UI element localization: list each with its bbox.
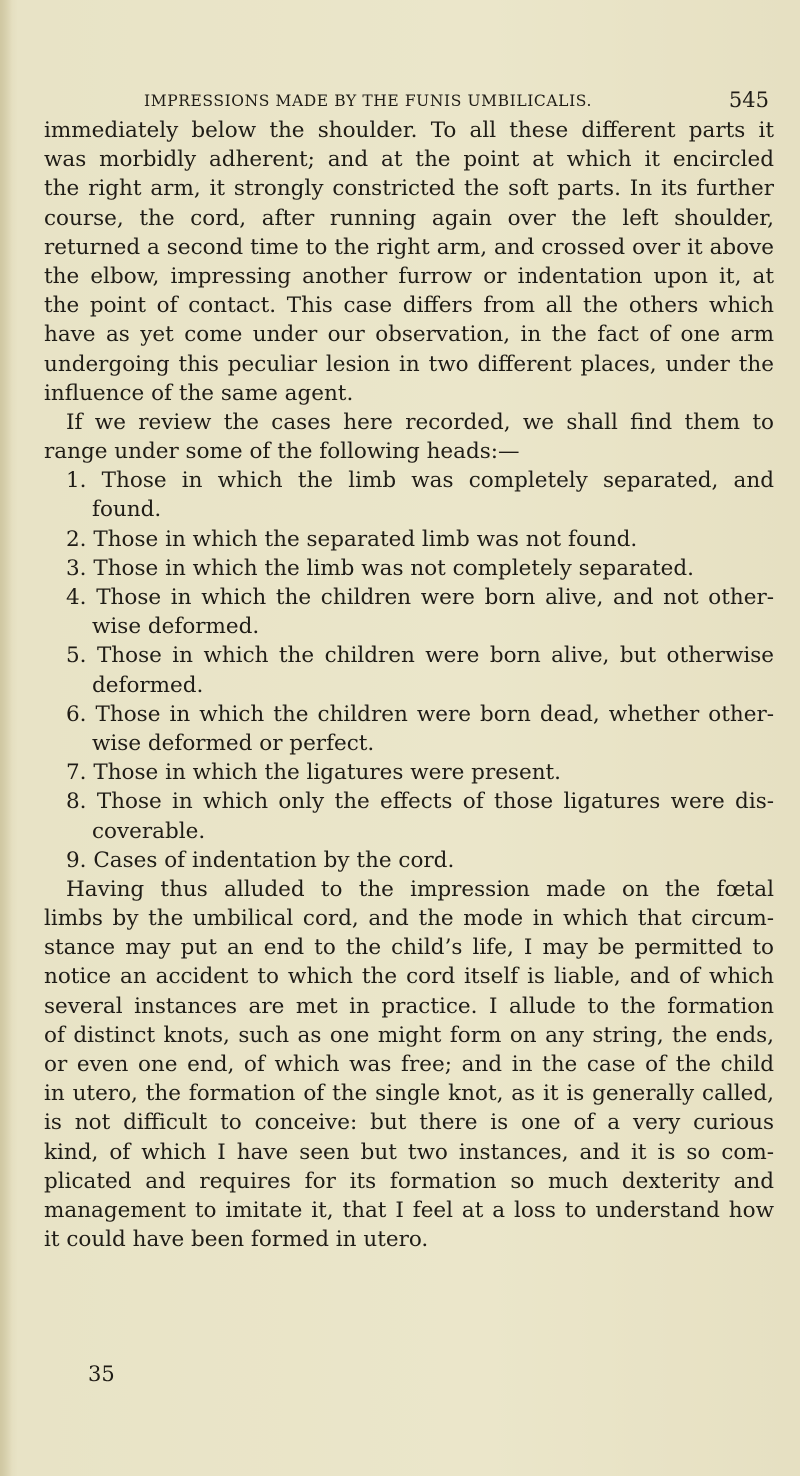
text-line: plicated and requires for its formation so much dexterity and (44, 1168, 774, 1194)
text-line: found. (92, 497, 162, 523)
text-line: management to imitate it, that I feel at a loss to understand how (44, 1197, 774, 1223)
text-line: several instances are met in practice. I allude to the formation (44, 993, 774, 1019)
text-line: stance may put an end to the child’s life, I may be permitted to (44, 935, 774, 961)
text-line: 7. Those in which the ligatures were present. (66, 760, 562, 786)
text-line: 5. Those in which the children were born alive, but otherwise (66, 643, 774, 669)
text-line: coverable. (92, 818, 206, 844)
text-line: If we review the cases here recorded, we shall find them to (66, 409, 774, 435)
text-line: 9. Cases of indentation by the cord. (66, 847, 455, 873)
text-line: was morbidly adherent; and at the point at which it encircled (44, 147, 774, 173)
text-line: limbs by the umbilical cord, and the mode in which that circum- (44, 906, 774, 932)
text-line: influence of the same agent. (44, 380, 354, 406)
text-line: immediately below the shoulder. To all these different parts it (44, 118, 774, 143)
page-number: 545 (728, 88, 769, 112)
text-line: range under some of the following heads:— (44, 439, 520, 465)
text-line: the point of contact. This case differs from all the others which (44, 293, 774, 319)
text-line: Having thus alluded to the impression made on the fœtal (66, 876, 774, 902)
page-header (44, 88, 774, 118)
text-line: 8. Those in which only the effects of those ligatures were dis- (66, 789, 774, 815)
running-head: IMPRESSIONS MADE BY THE FUNIS UMBILICALIS. (144, 92, 592, 110)
text-line: is not difficult to conceive: but there is one of a very curious (44, 1110, 774, 1136)
body-text (44, 116, 774, 1254)
text-line: in utero, the formation of the single knot, as it is generally called, (44, 1081, 774, 1107)
text-line: or even one end, of which was free; and in the case of the child (44, 1052, 774, 1077)
text-line: 4. Those in which the children were born alive, and not other- (66, 585, 774, 610)
text-line: notice an accident to which the cord itself is liable, and of which (44, 964, 774, 990)
text-line: the right arm, it strongly constricted the soft parts. In its further (44, 176, 774, 202)
text-line: wise deformed or perfect. (92, 730, 375, 756)
text-line: 2. Those in which the separated limb was not found. (66, 526, 638, 552)
text-line: it could have been formed in utero. (44, 1227, 429, 1253)
text-line: kind, of which I have seen but two instances, and it is so com- (44, 1139, 774, 1165)
text-line: of distinct knots, such as one might form on any string, the ends, (44, 1022, 774, 1048)
text-line: 1. Those in which the limb was completely separated, and (66, 468, 774, 494)
text-line: have as yet come under our observation, in the fact of one arm (44, 322, 774, 348)
text-line: 3. Those in which the limb was not completely separated. (66, 555, 694, 581)
text-line: returned a second time to the right arm, and crossed over it above (44, 234, 774, 260)
text-line: course, the cord, after running again over the left shoulder, (44, 205, 774, 231)
text-line: undergoing this peculiar lesion in two different places, under the (44, 351, 774, 377)
text-line: 6. Those in which the children were born dead, whether other- (66, 701, 774, 727)
signature-mark: 35 (88, 1362, 115, 1386)
text-line: wise deformed. (92, 614, 260, 640)
text-line: deformed. (92, 672, 204, 698)
page-spine-shadow (0, 0, 12, 1476)
text-line: the elbow, impressing another furrow or indentation upon it, at (44, 263, 774, 289)
